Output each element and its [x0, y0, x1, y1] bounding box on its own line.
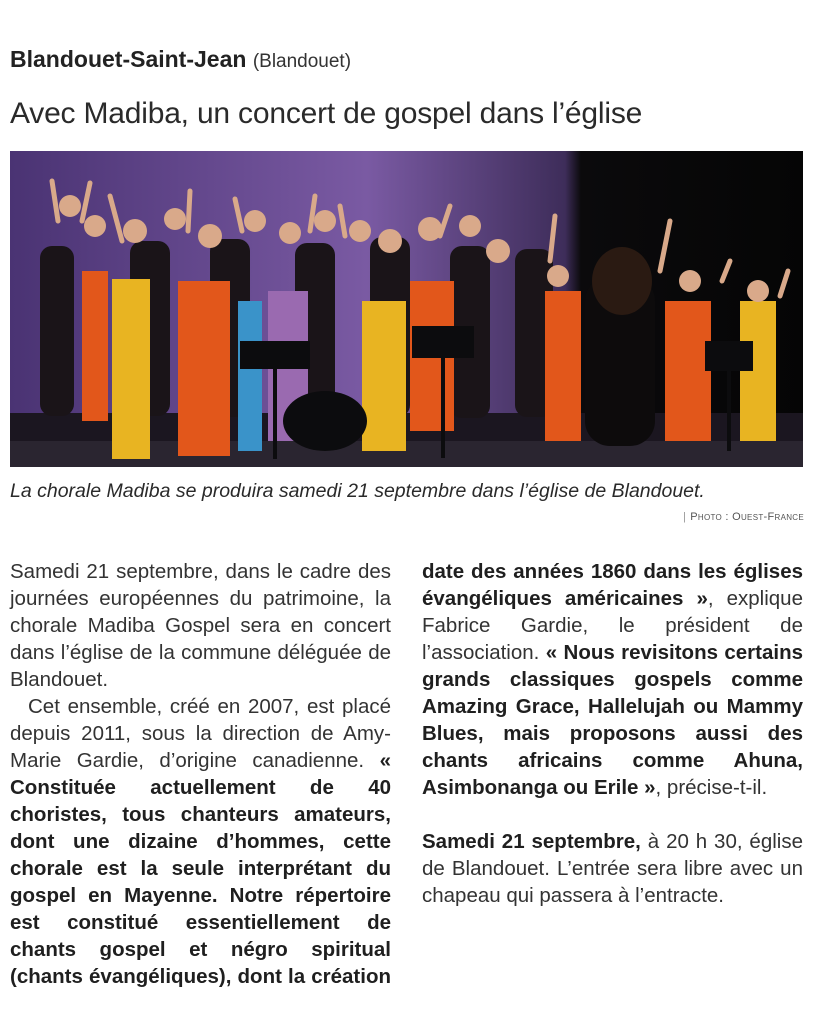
article-body [10, 558, 803, 998]
event-info [422, 828, 803, 909]
commune-name: (Blandouet) [252, 51, 352, 72]
credit-divider: | [683, 511, 687, 523]
paragraph-1: Samedi 21 septembre, dans le cadre des journées européennes du patrimoine, la chorale Madiba Gospel sera en concert dans l’église de la commune déléguée de Blandouet. [10, 560, 391, 691]
place-name: Blandouet-Saint-Jean [10, 46, 247, 72]
event-details: à 20 h 30, église de Blandouet. L’entrée sera libre avec un chapeau qui passera à l’entracte. [422, 830, 803, 907]
photo-caption: La chorale Madiba se produira samedi 21 septembre dans l’église de Blandouet. [10, 480, 705, 502]
photo-credit-text: Photo : Ouest-France [690, 511, 804, 523]
quote-attribution: , explique Fabrice Gardie, le président de l’association. [422, 587, 803, 664]
choir-photo [10, 151, 803, 467]
quote-choir: « Constituée actuellement de 40 choristes, tous chanteurs amateurs, dont une dizaine d’hommes, cette chorale est la seule interprétant du gospel en Mayenne. Notre répertoire est constitué essentiellement de chants gospel et négro spiritual (chants évangéliques), dont la création date des années 1860 dans les églises évangéliques américaines » [10, 560, 803, 988]
photo-credit [683, 511, 804, 523]
choir-photo-illustration [10, 151, 803, 467]
paragraph-2-intro: Cet ensemble, créé en 2007, est placé depuis 2011, sous la direction de Amy-Marie Gardie, d’origine canadienne. [10, 695, 391, 772]
paragraph-2-end: , précise-t-il. [655, 776, 768, 799]
event-date: Samedi 21 septembre, [422, 830, 641, 853]
article-kicker [10, 44, 351, 77]
quote-repertoire: « Nous revisitons certains grands classiques gospels comme Amazing Grace, Hallelujah ou Mammy Blues, mais proposons aussi des chants africains comme Ahuna, Asimbonanga ou Erile » [422, 641, 803, 799]
article-title: Avec Madiba, un concert de gospel dans l’église [10, 97, 643, 130]
